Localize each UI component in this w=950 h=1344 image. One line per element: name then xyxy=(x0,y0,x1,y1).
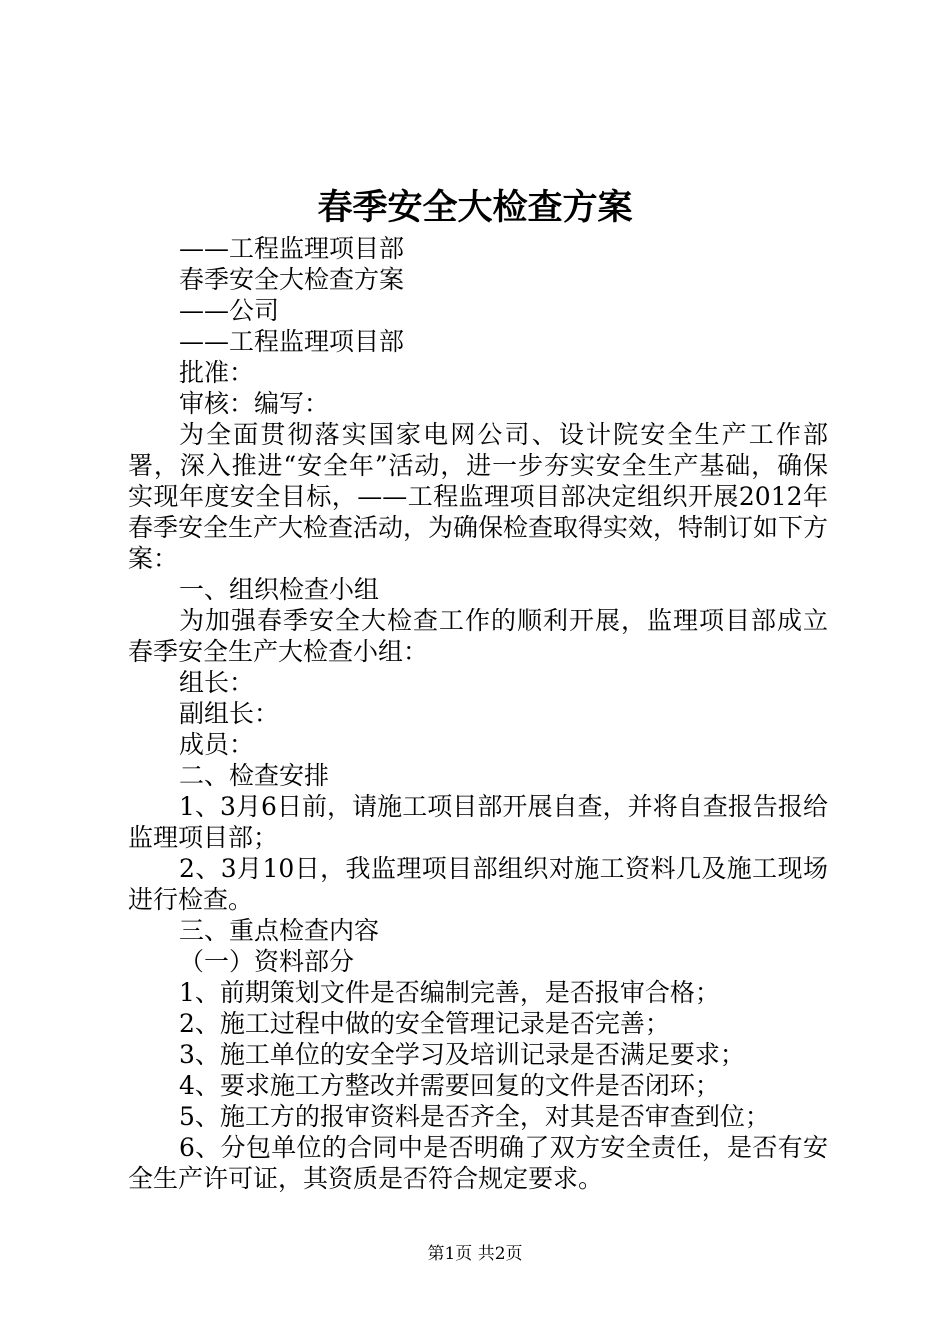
section3-item: 1、前期策划文件是否编制完善，是否报审合格； xyxy=(179,978,720,1007)
member-members: 成员： xyxy=(179,730,255,759)
section3-heading: 三、重点检查内容 xyxy=(179,916,380,945)
member-leader: 组长： xyxy=(179,668,255,697)
header-line-project-dept: ——工程监理项目部 xyxy=(179,234,405,263)
header-line-review-author: 审核：编写： xyxy=(179,389,330,418)
page-footer: 第1页 共2页 xyxy=(427,1244,523,1264)
section3-item: 5、施工方的报审资料是否齐全，对其是否审查到位； xyxy=(179,1102,770,1131)
section1-paragraph: 为加强春季安全大检查工作的顺利开展，监理项目部成立春季安全生产大检查小组： xyxy=(128,606,828,666)
section2-heading: 二、检查安排 xyxy=(179,761,330,790)
header-line-project-dept-2: ——工程监理项目部 xyxy=(179,327,405,356)
document-body xyxy=(128,233,828,1194)
section3-item: 2、施工过程中做的安全管理记录是否完善； xyxy=(179,1009,670,1038)
member-deputy-leader: 副组长： xyxy=(179,699,280,728)
section3-item: 4、要求施工方整改并需要回复的文件是否闭环； xyxy=(179,1071,720,1100)
header-line-plan-name: 春季安全大检查方案 xyxy=(179,265,405,294)
section3-sub-heading: （一）资料部分 xyxy=(179,947,355,976)
section3-item: 3、施工单位的安全学习及培训记录是否满足要求； xyxy=(179,1040,745,1069)
document-title: 春季安全大检查方案 xyxy=(317,187,633,228)
header-line-company: ——公司 xyxy=(179,296,280,325)
section2-item: 2、3月10日，我监理项目部组织对施工资料几及施工现场进行检查。 xyxy=(128,854,828,914)
intro-paragraph: 为全面贯彻落实国家电网公司、设计院安全生产工作部署，深入推进“安全年”活动，进一步夯实安全生产基础，确保实现年度安全目标，——工程监理项目部决定组织开展2012年春季安全生产大检查活动，为确保检查取得实效，特制订如下方案： xyxy=(128,420,829,573)
section1-heading: 一、组织检查小组 xyxy=(179,575,380,604)
section2-item: 1、3月6日前，请施工项目部开展自查，并将自查报告报给监理项目部； xyxy=(128,792,828,852)
header-line-approval: 批准： xyxy=(179,358,255,387)
section3-item: 6、分包单位的合同中是否明确了双方安全责任，是否有安全生产许可证，其资质是否符合规定要求。 xyxy=(128,1133,828,1193)
